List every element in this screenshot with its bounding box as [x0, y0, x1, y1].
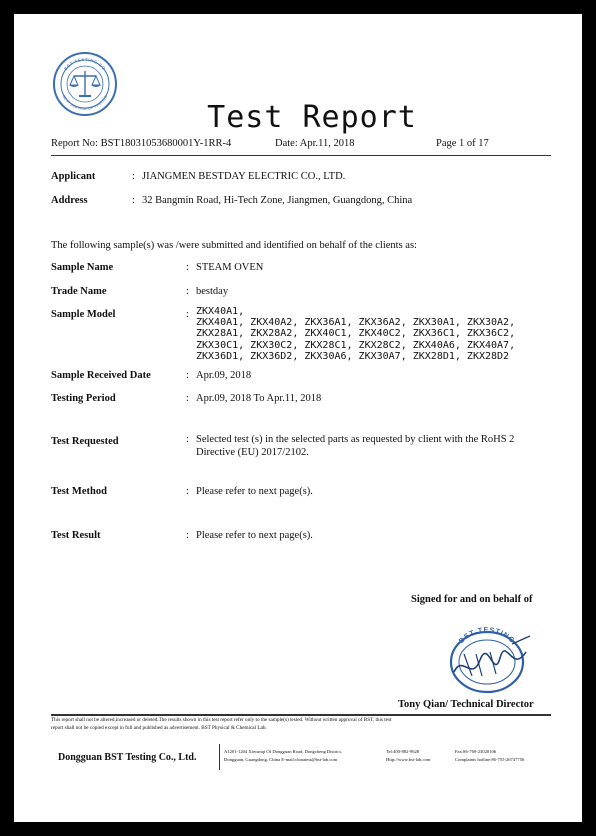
colon: : [186, 393, 189, 404]
colon: : [132, 195, 135, 206]
sample-name-value: STEAM OVEN [196, 262, 264, 273]
company-stamp-signature-icon [442, 624, 532, 694]
intro-text: The following sample(s) was /were submitted and identified on behalf of the clients as: [51, 240, 417, 251]
model-line: ZKX30C1, ZKX30C2, ZKX28C1, ZKX28C2, ZKX40A6, ZKX40A7, [196, 339, 516, 351]
footer-complaints: Complaints hotline:86-755-26747756 [455, 757, 525, 762]
result-label: Test Result [51, 530, 101, 541]
trade-name-label: Trade Name [51, 286, 107, 297]
colon: : [186, 530, 189, 541]
model-line: ZKX28A1, ZKX28A2, ZKX40C1, ZKX40C2, ZKX36C1, ZKX36C2, [196, 328, 516, 340]
model-line: ZKX36D1, ZKX36D2, ZKX30A6, ZKX30A7, ZKX28D1, ZKX28D2 [196, 350, 510, 362]
sample-model-label: Sample Model [51, 309, 116, 320]
report-date: Date: Apr.11, 2018 [275, 138, 355, 149]
model-line: ZKX40A1, ZKX40A2, ZKX36A1, ZKX36A2, ZKX30A1, ZKX30A2, [196, 317, 516, 329]
colon: : [186, 309, 189, 320]
received-value: Apr.09, 2018 [196, 370, 252, 381]
address-value: 32 Bangmin Road, Hi-Tech Zone, Jiangmen, Guangdong, China [142, 195, 413, 206]
requested-label: Test Requested [51, 436, 119, 447]
header-divider [51, 155, 551, 156]
requested-line2: Directive (EU) 2017/2102. [196, 447, 309, 458]
report-number: Report No: BST18031053680001Y-1RR-4 [51, 138, 232, 149]
svg-text:BST TESTING [458, 627, 516, 645]
page-number: Page 1 of 17 [436, 138, 489, 149]
disclaimer-line2: report shall not be copied except in full and published as advertisement. BST Physical & Chemical Lab. [51, 725, 267, 731]
footer-company: Dongguan BST Testing Co., Ltd. [58, 752, 197, 763]
footer-web: Http://www.bst-lab.com [386, 757, 431, 762]
received-label: Sample Received Date [51, 370, 151, 381]
colon: : [132, 171, 135, 182]
applicant-value: JIANGMEN BESTDAY ELECTRIC CO., LTD. [142, 171, 346, 182]
trade-name-value: bestday [196, 286, 229, 297]
colon: : [186, 370, 189, 381]
sample-model-list [196, 306, 515, 362]
report-page [14, 14, 582, 822]
applicant-label: Applicant [51, 171, 96, 182]
sample-name-label: Sample Name [51, 262, 114, 273]
seal-bottom-text: BEST SERVICE OF TESTING [61, 94, 109, 112]
colon: : [186, 262, 189, 273]
period-value: Apr.09, 2018 To Apr.11, 2018 [196, 393, 322, 404]
signatory: Tony Qian/ Technical Director [398, 699, 534, 710]
footer-divider [219, 744, 220, 770]
signed-text: Signed for and on behalf of [411, 594, 533, 605]
address-label: Address [51, 195, 88, 206]
method-label: Test Method [51, 486, 107, 497]
disclaimer-divider [51, 714, 551, 716]
report-title: Test Report [207, 100, 417, 135]
colon: : [186, 286, 189, 297]
colon: : [186, 486, 189, 497]
stamp-text: BST TESTING [458, 626, 516, 645]
method-value: Please refer to next page(s). [196, 486, 313, 497]
requested-line1: Selected test (s) in the selected parts as requested by client with the RoHS 2 [196, 434, 515, 445]
footer-fax: Fax:86-769-23020106 [455, 749, 497, 754]
footer-addr2: Dongguan, Guangdong, China E-mail:chinatest@bst-lab.com [224, 757, 338, 762]
footer-addr1: A1201-1204 Xiecunqi Of Dongguan Road, Dongcheng District, [224, 749, 342, 754]
model-line: ZKX40A1, [196, 306, 245, 317]
colon: : [186, 434, 189, 445]
result-value: Please refer to next page(s). [196, 530, 313, 541]
period-label: Testing Period [51, 393, 116, 404]
disclaimer-line1: This report shall not be altered,increased or deleted.The results shown in this test report refer only to the sample(s) tested. Without written approval of BST, this test [51, 717, 392, 723]
svg-text:BST TESTING CO [63, 57, 107, 71]
footer-tel: Tel:400-882-9628 [386, 749, 420, 754]
seal-top-text: BST TESTING CO [63, 56, 107, 72]
